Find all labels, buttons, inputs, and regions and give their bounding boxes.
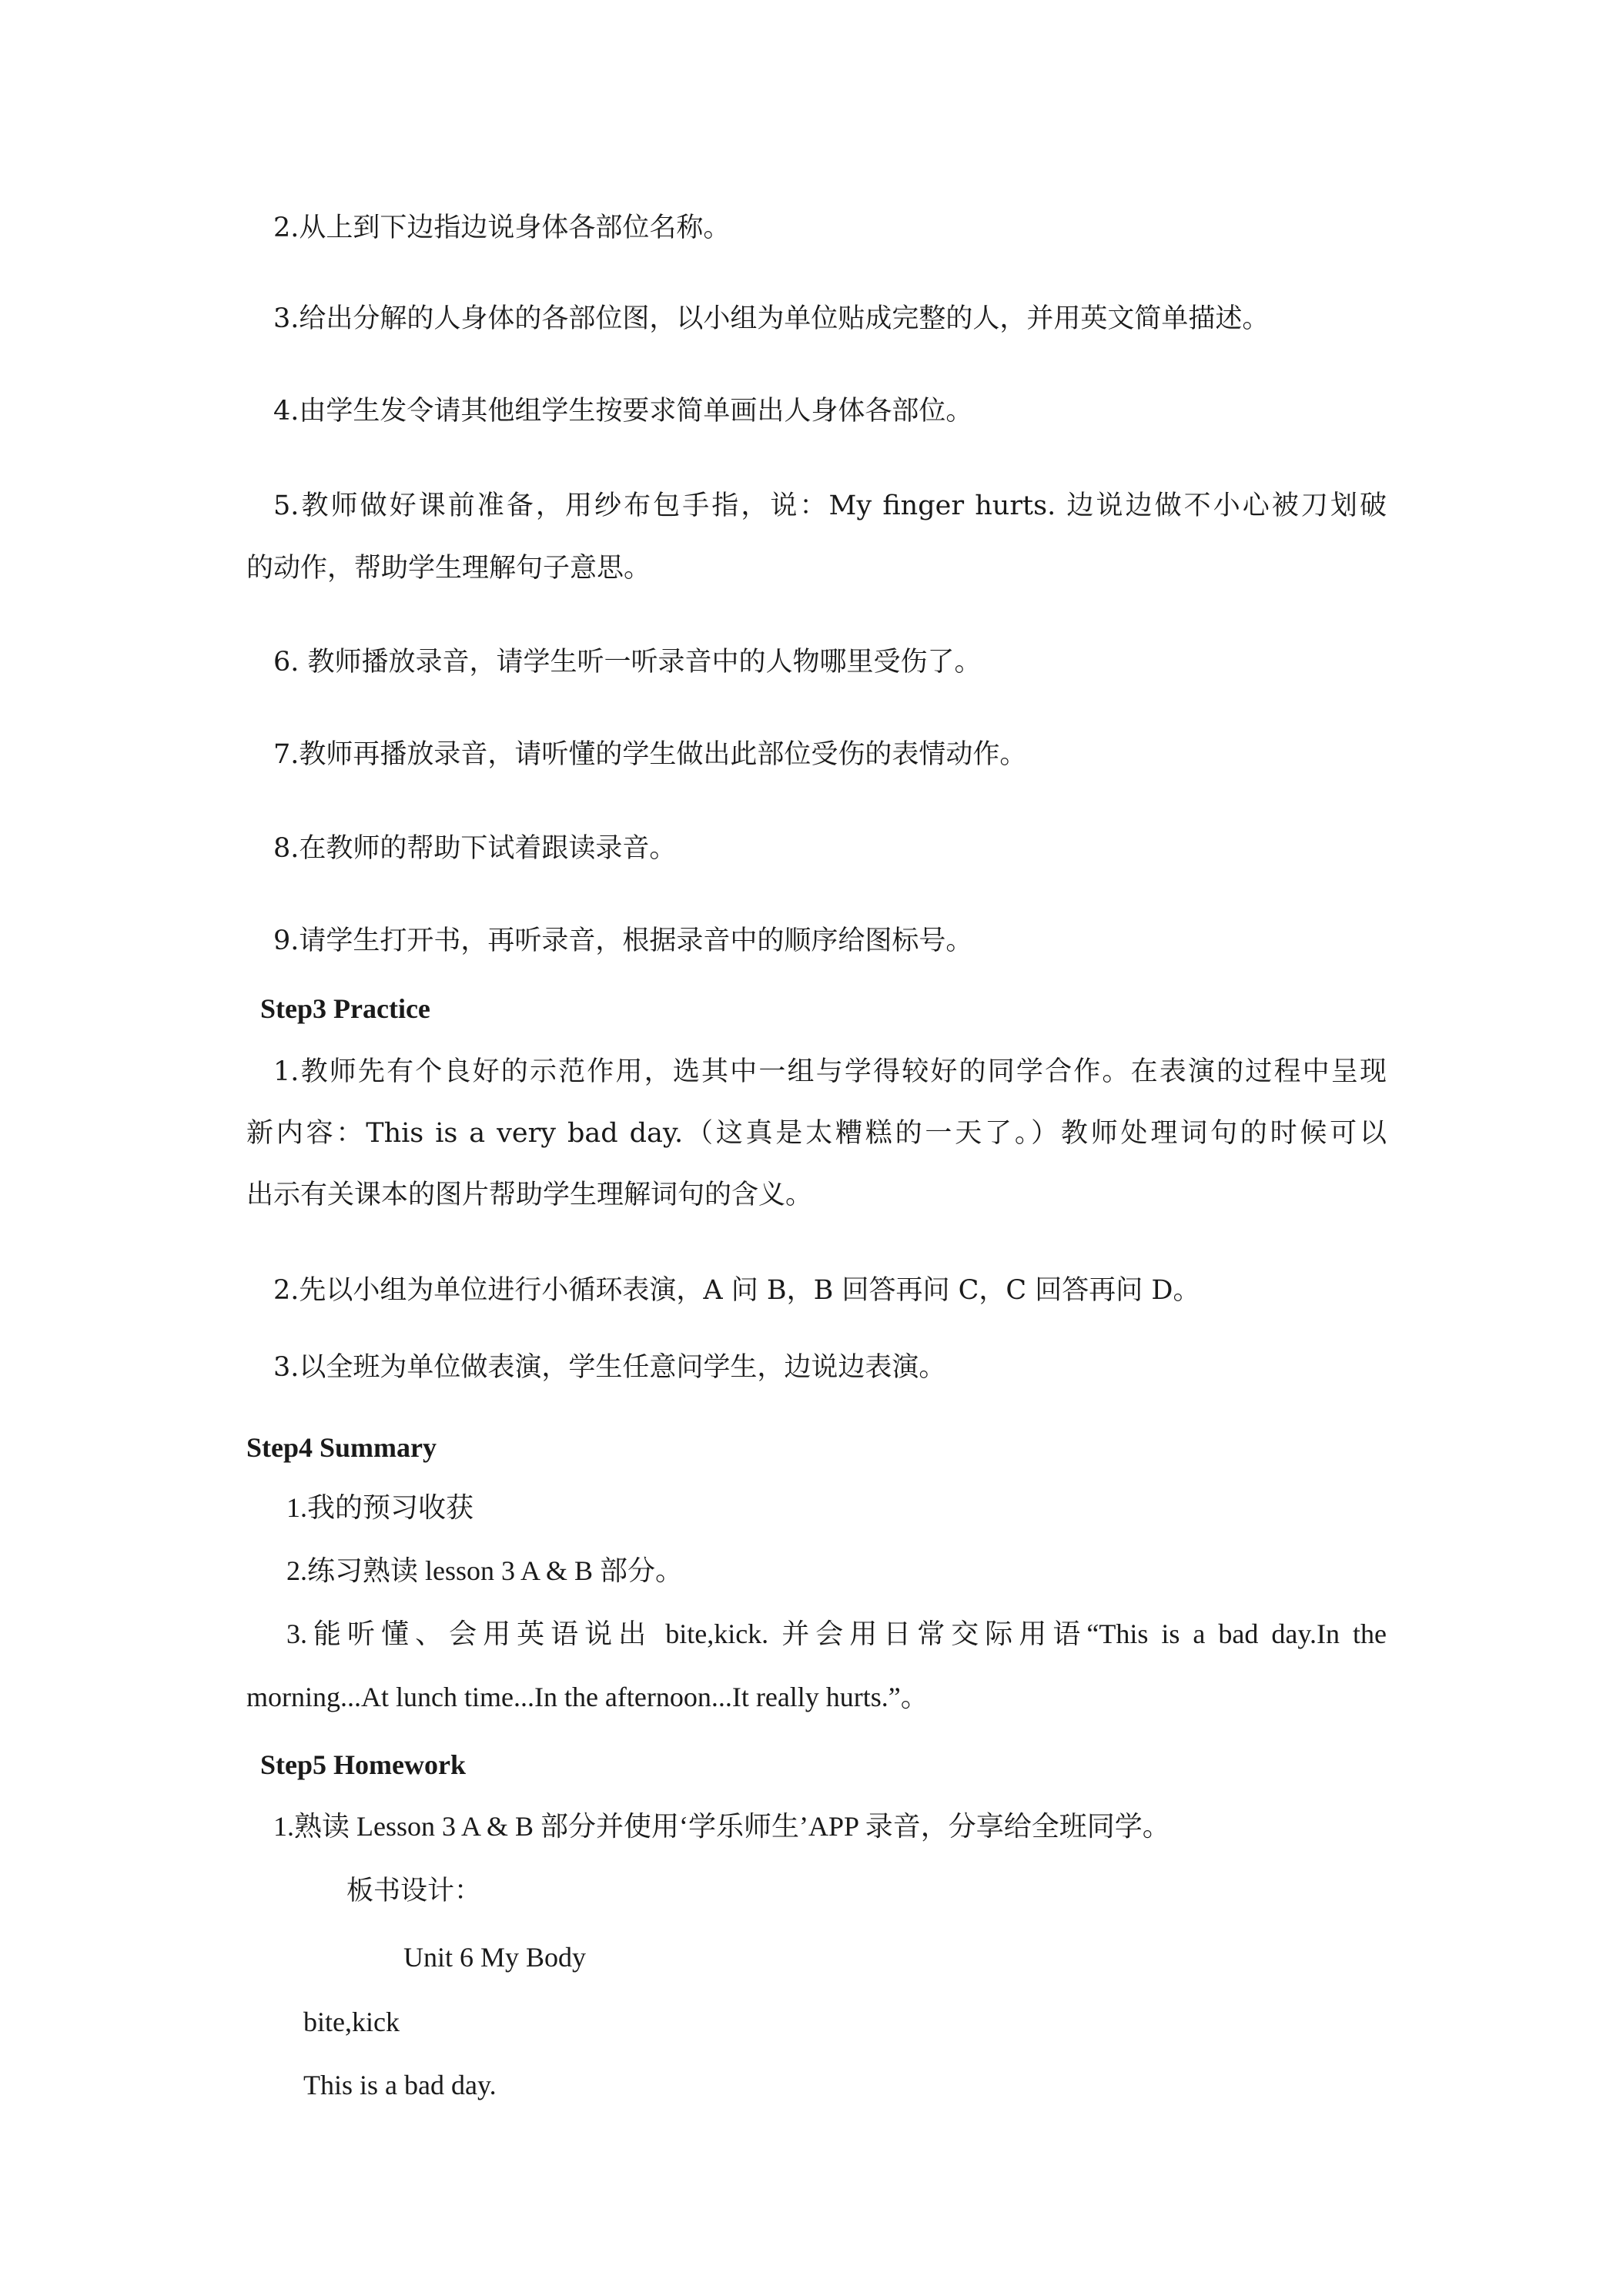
step5-heading: Step5 Homework bbox=[260, 1749, 466, 1780]
step3-item-1-cont: 新内容：This is a very bad day.（这真是太糟糕的一天了。）教师处理词句的时候可以 bbox=[246, 1118, 1387, 1149]
step3-heading: Step3 Practice bbox=[260, 993, 430, 1024]
board-design-line-1: bite,kick bbox=[303, 2006, 400, 2037]
step2-item-8: 8.在教师的帮助下试着跟读录音。 bbox=[273, 833, 677, 864]
step3-item-1: 1.教师先有个良好的示范作用，选其中一组与学得较好的同学合作。在表演的过程中呈现 bbox=[273, 1056, 1387, 1087]
board-design-label: 板书设计： bbox=[346, 1876, 482, 1906]
step2-item-6: 6. 教师播放录音，请学生听一听录音中的人物哪里受伤了。 bbox=[273, 647, 982, 678]
step4-item-1: 1.我的预习收获 bbox=[286, 1492, 474, 1523]
board-design-title: Unit 6 My Body bbox=[403, 1942, 587, 1973]
step2-item-3: 3.给出分解的人身体的各部位图，以小组为单位贴成完整的人，并用英文简单描述。 bbox=[273, 303, 1270, 334]
step4-item-3-cont: morning...At lunch time...In the afternoon...It really hurts.”。 bbox=[246, 1682, 929, 1712]
step4-heading: Step4 Summary bbox=[246, 1432, 437, 1463]
step2-item-5-cont: 的动作，帮助学生理解句子意思。 bbox=[246, 553, 651, 584]
step3-item-2: 2.先以小组为单位进行小循环表演，A 问 B，B 回答再问 C，C 回答再问 D。 bbox=[273, 1275, 1200, 1306]
step2-item-7: 7.教师再播放录音，请听懂的学生做出此部位受伤的表情动作。 bbox=[273, 739, 1027, 770]
step2-item-2: 2.从上到下边指边说身体各部位名称。 bbox=[273, 213, 731, 243]
step2-item-5: 5.教师做好课前准备，用纱布包手指，说：My finger hurts. 边说边做不小心被刀划破 bbox=[273, 490, 1387, 521]
step5-item-1: 1.熟读 Lesson 3 A & B 部分并使用‘学乐师生’APP 录音，分享给全班同学。 bbox=[273, 1811, 1170, 1842]
step2-item-4: 4.由学生发令请其他组学生按要求简单画出人身体各部位。 bbox=[273, 396, 973, 427]
board-design-line-2: This is a bad day. bbox=[303, 2070, 497, 2100]
step3-item-1-cont-2: 出示有关课本的图片帮助学生理解词句的含义。 bbox=[246, 1180, 813, 1210]
step4-item-3: 3.能听懂、会用英语说出 bite,kick. 并会用日常交际用语“This is a bad day.In the bbox=[286, 1618, 1387, 1649]
step2-item-9: 9.请学生打开书，再听录音，根据录音中的顺序给图标号。 bbox=[273, 925, 973, 956]
step4-item-2: 2.练习熟读 lesson 3 A & B 部分。 bbox=[286, 1555, 684, 1586]
step3-item-3: 3.以全班为单位做表演，学生任意问学生，边说边表演。 bbox=[273, 1352, 946, 1383]
